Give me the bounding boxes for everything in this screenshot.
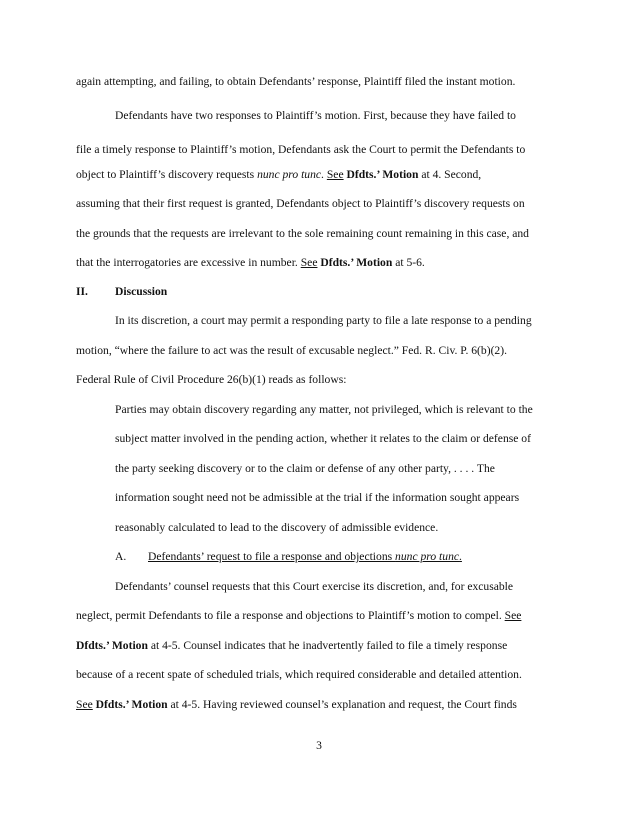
text-line: assuming that their first request is granted, Defendants object to Plaintiff’s discovery requests on (76, 197, 525, 210)
block-quote-line: information sought need not be admissible at the trial if the information sought appears (115, 491, 520, 504)
citation-see: See (504, 609, 522, 622)
citation-motion: Dfdts.’ Motion (95, 698, 168, 711)
text-line: the grounds that the requests are irrelevant to the sole remaining count remaining in this case, and (76, 227, 529, 240)
text-line: See Dfdts.’ Motion at 4-5. Having reviewed counsel’s explanation and request, the Court finds (76, 698, 517, 711)
block-quote-line: the party seeking discovery or to the claim or defense of any other party, . . . . The (115, 462, 495, 475)
text-line: file a timely response to Plaintiff’s motion, Defendants ask the Court to permit the Defendants to (76, 143, 526, 156)
text-line: object to Plaintiff’s discovery requests nunc pro tunc. See Dfdts.’ Motion at 4. Second, (76, 168, 482, 181)
text-line: Federal Rule of Civil Procedure 26(b)(1) reads as follows: (76, 373, 347, 386)
subsection-title: Defendants’ request to file a response and objections nunc pro tunc. (148, 550, 462, 563)
citation-see: See (300, 256, 318, 269)
text-line: In its discretion, a court may permit a responding party to file a late response to a pending (115, 314, 532, 327)
citation-see: See (326, 168, 344, 181)
text-line: again attempting, and failing, to obtain Defendants’ response, Plaintiff filed the instant motion. (76, 75, 516, 88)
citation-motion: Dfdts.’ Motion (76, 639, 148, 652)
citation-see: See (76, 698, 93, 711)
text-line: Defendants’ counsel requests that this Court exercise its discretion, and, for excusable (115, 580, 514, 593)
subsection-label: A. (115, 550, 127, 563)
citation-motion: Dfdts.’ Motion (346, 168, 419, 181)
text-line: motion, “where the failure to act was the result of excusable neglect.” Fed. R. Civ. P. 6(b)(2). (76, 344, 507, 357)
citation-motion: Dfdts.’ Motion (320, 256, 393, 269)
text-line: Dfdts.’ Motion at 4-5. Counsel indicates that he inadvertently failed to file a timely response (76, 639, 508, 652)
block-quote-line: reasonably calculated to lead to the discovery of admissible evidence. (115, 521, 439, 534)
section-heading: Discussion (115, 285, 168, 298)
text-line: because of a recent spate of scheduled trials, which required considerable and detailed attention. (76, 668, 522, 681)
section-number: II. (76, 285, 88, 298)
block-quote-line: Parties may obtain discovery regarding any matter, not privileged, which is relevant to the (115, 403, 533, 416)
text-line: Defendants have two responses to Plaintiff’s motion. First, because they have failed to (115, 109, 516, 122)
page-number: 3 (316, 739, 322, 752)
block-quote-line: subject matter involved in the pending action, whether it relates to the claim or defense of (115, 432, 531, 445)
text-line: neglect, permit Defendants to file a response and objections to Plaintiff’s motion to compel. See (76, 609, 522, 622)
text-line: that the interrogatories are excessive in number. See Dfdts.’ Motion at 5-6. (76, 256, 425, 269)
